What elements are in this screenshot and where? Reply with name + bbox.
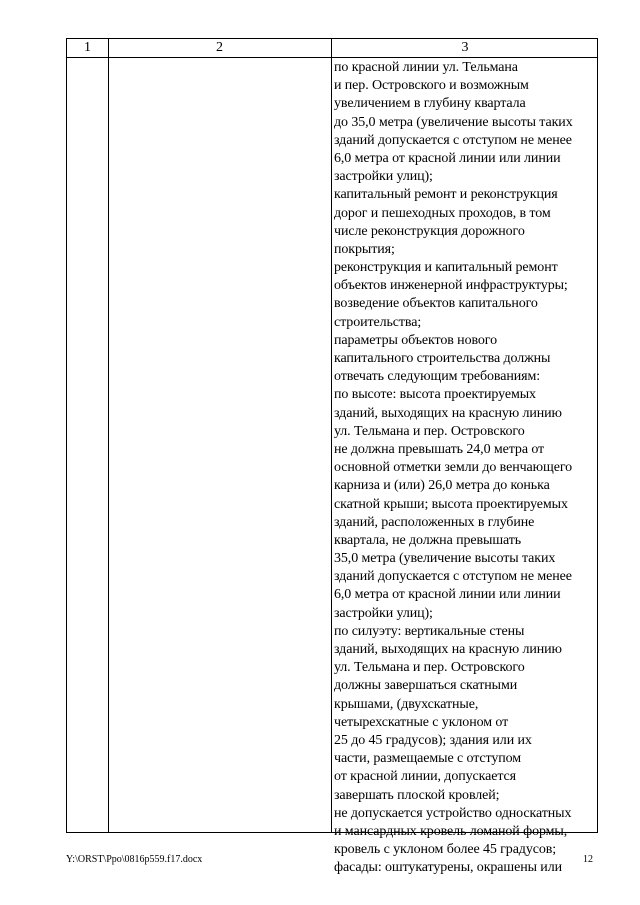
table-header-row (67, 39, 597, 58)
text-line: дорог и пешеходных проходов, в том (334, 205, 551, 221)
text-line: объектов инженерной инфраструктуры; (334, 278, 568, 294)
text-line: отвечать следующим требованиям: (334, 369, 541, 385)
text-line: зданий допускается с отступом не менее (334, 569, 572, 585)
column-divider-1 (108, 39, 109, 832)
text-line: зданий, выходящих на красную линию (334, 642, 562, 657)
text-line: от красной линии, допускается (334, 769, 516, 785)
text-line: ул. Тельмана и пер. Островского (334, 660, 525, 676)
text-line: 6,0 метра от красной линии или линии (334, 150, 561, 166)
text-line: зданий допускается с отступом не менее (334, 132, 572, 148)
text-line: зданий, расположенных в глубине (334, 514, 535, 530)
header-col-2: 2 (216, 40, 223, 55)
text-line: покрытия; (334, 241, 395, 257)
text-line: 6,0 метра от красной линии или линии (334, 587, 561, 603)
text-line: увеличением в глубину квартала (334, 96, 526, 112)
text-line: не должна превышать 24,0 метра от (334, 441, 545, 457)
text-line: зданий, выходящих на красную линию (334, 405, 562, 421)
text-line: по силуэту: вертикальные стены (334, 623, 525, 639)
text-line: фасады: оштукатурены, окрашены или (334, 860, 562, 876)
text-line: завершать плоской кровлей; (334, 787, 500, 803)
text-line: ул. Тельмана и пер. Островского (334, 423, 525, 439)
text-line: скатной крыши; высота проектируемых (334, 496, 568, 512)
text-line: параметры объектов нового (334, 332, 497, 348)
text-line: и пер. Островского и возможным (334, 78, 529, 94)
footer-page-number: 12 (583, 854, 593, 865)
header-col-1: 1 (84, 40, 91, 55)
text-line: должны завершаться скатными (334, 678, 518, 694)
text-line: 25 до 45 градусов); здания или их (334, 732, 532, 748)
text-line: основной отметки земли до венчающего (334, 460, 573, 476)
header-col-3: 3 (461, 40, 469, 55)
text-line: части, размещаемые с отступом (334, 751, 522, 767)
text-line: капитальный ремонт и реконструкция (334, 187, 558, 203)
text-line: и мансардных кровель ломаной формы, (334, 823, 568, 839)
text-line: возведение объектов капитального (334, 296, 538, 312)
text-line: кровель с уклоном более 45 градусов; (334, 842, 557, 858)
text-line: до 35,0 метра (увеличение высоты таких (334, 114, 573, 130)
column-divider-2 (331, 39, 332, 832)
column-3-text (334, 59, 598, 877)
text-line: капитального строительства должны (334, 351, 551, 366)
text-line: по красной линии ул. Тельмана (334, 60, 518, 75)
text-line: застройки улиц); (334, 605, 433, 621)
text-line: не допускается устройство односкатных (334, 805, 572, 821)
text-line: строительства; (334, 314, 422, 330)
text-line: крышами, (двухскатные, (334, 696, 479, 712)
text-line: 35,0 метра (увеличение высоты таких (334, 551, 556, 567)
text-line: по высоте: высота проектируемых (334, 387, 536, 403)
text-line: квартала, не должна превышать (334, 532, 522, 548)
text-line: карниза и (или) 26,0 метра до конька (334, 478, 550, 494)
text-line: реконструкция и капитальный ремонт (334, 260, 558, 276)
footer-file-path: Y:\ORST\Ppo\0816p559.f17.docx (66, 854, 203, 865)
text-line: четырехскатные с уклоном от (334, 714, 509, 730)
text-line: застройки улиц); (334, 169, 433, 185)
text-line: числе реконструкция дорожного (334, 223, 525, 239)
